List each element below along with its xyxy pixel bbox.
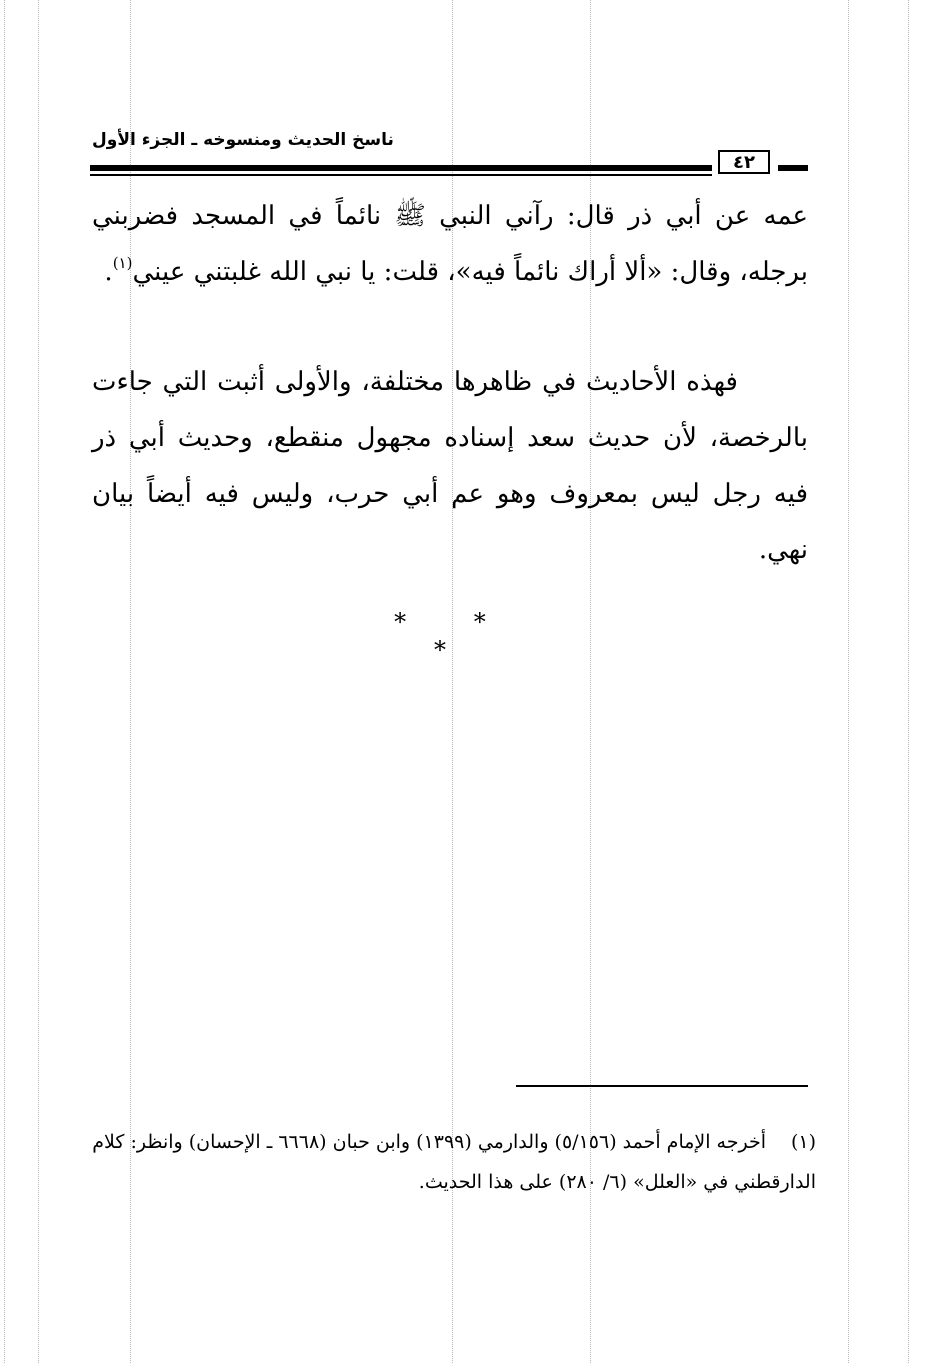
header-rule-thin: [90, 174, 712, 176]
running-header-title: ناسخ الحديث ومنسوخه ـ الجزء الأول: [92, 130, 394, 150]
scan-line: [38, 0, 39, 1363]
header-rule-right: [778, 165, 808, 171]
paragraph-1-end: .: [104, 257, 113, 287]
paragraph-2: فهذه الأحاديث في ظاهرها مختلفة، والأولى أثبت التي جاءت بالرخصة، لأن حديث سعد إسناده مجهول منقطع، وحديث أبي ذر فيه رجل ليس بمعروف وهو عم أبي حرب، وليس فيه أيضاً بيان نهي.: [92, 367, 808, 565]
scan-line: [848, 0, 849, 1363]
footnote-text: أخرجه الإمام أحمد (٥/١٥٦) والدارمي (١٣٩٩) وابن حبان (٦٦٦٨ ـ الإحسان) وانظر: كلام الدارقطني في «العلل» (٦/ ٢٨٠) على هذا الحديث.: [92, 1131, 816, 1193]
header-rule: [90, 165, 712, 171]
scan-line: [908, 0, 909, 1363]
footnote-1: [92, 1122, 816, 1202]
paragraph-1-text: عمه عن أبي ذر قال: رآني النبي ﷺ نائماً في المسجد فضربني برجله، وقال: «ألا أراك نائماً فيه»، قلت: يا نبي الله غلبتني عيني: [92, 201, 808, 287]
section-separator: * * *: [394, 608, 516, 664]
paragraph-1: [92, 188, 808, 300]
scan-line: [4, 0, 5, 1363]
footnote-number: (١): [790, 1131, 816, 1153]
footnote-divider: [516, 1085, 808, 1087]
page-number: ٤٢: [718, 150, 770, 174]
footnote-reference: (١): [112, 254, 133, 272]
